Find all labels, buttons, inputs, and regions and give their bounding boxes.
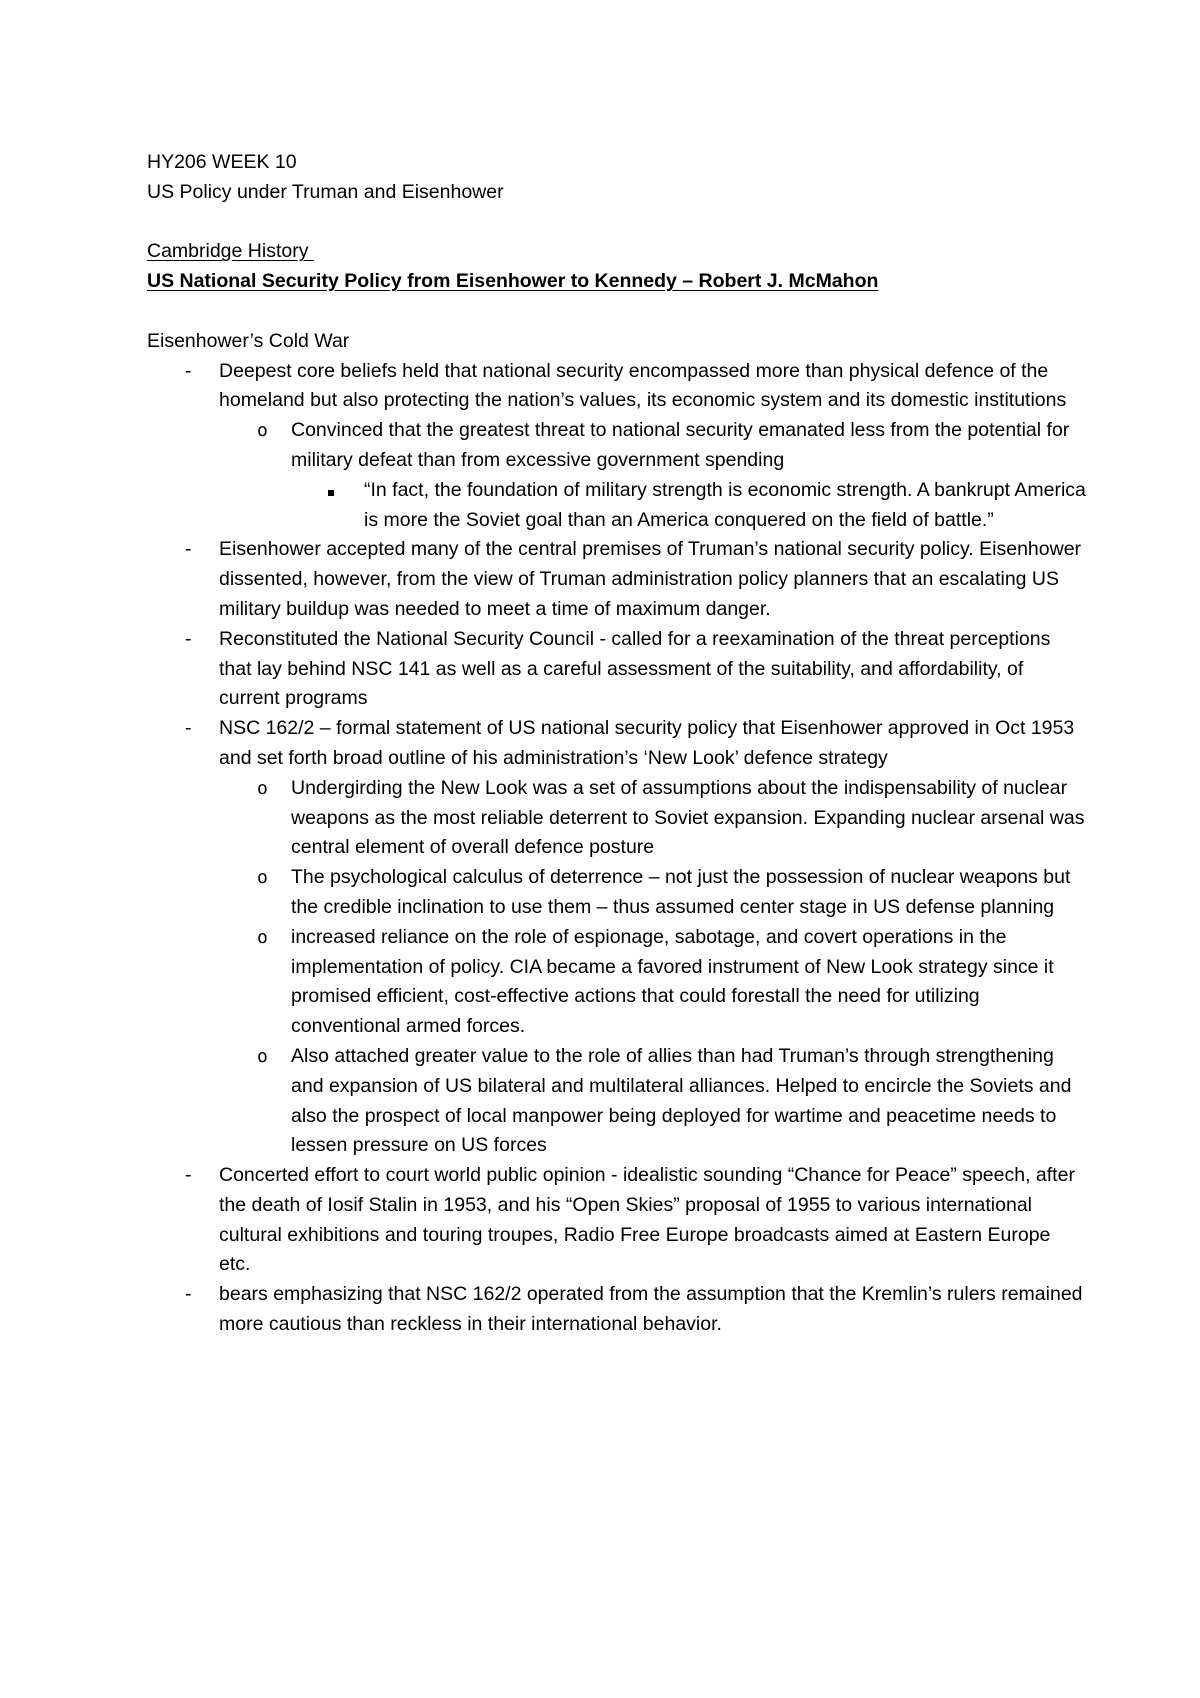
- course-code: HY206 WEEK 10: [147, 151, 297, 173]
- list-item-text: Convinced that the greatest threat to national security emanated less from the potential for military defeat than from excessive government spending: [291, 419, 1070, 471]
- list-item: [147, 774, 1087, 863]
- list-item-text: NSC 162/2 – formal statement of US national security policy that Eisenhower approved in Oct 1953 and set forth broad outline of his administration’s ‘New Look’ defence strategy: [219, 717, 1075, 769]
- document-page: [147, 148, 1087, 1340]
- list-item: [147, 416, 1087, 476]
- list-item: [147, 1042, 1087, 1161]
- section-heading: Eisenhower’s Cold War: [147, 329, 350, 352]
- spacer: [147, 297, 1087, 327]
- circle-marker: o: [257, 777, 268, 799]
- list-item-text: Reconstituted the National Security Council - called for a reexamination of the threat perceptions that lay behind NSC 141 as well as a careful assessment of the suitability, and affordability, of current programs: [219, 627, 1051, 710]
- list-item-text: Eisenhower accepted many of the central premises of Truman’s national security policy. Eisenhower dissented, however, from the view of Truman administration policy planners that an escalating US military buildup was needed to meet a time of maximum danger.: [219, 538, 1082, 620]
- circle-marker: o: [257, 867, 268, 889]
- dash-marker: -: [185, 1283, 192, 1306]
- dash-marker: -: [185, 359, 192, 382]
- list-item-text: bears emphasizing that NSC 162/2 operated from the assumption that the Kremlin’s rulers remained more cautious than reckless in their international behavior.: [219, 1283, 1083, 1336]
- spacer: [147, 208, 1087, 238]
- list-item-text: increased reliance on the role of espionage, sabotage, and covert operations in the implementation of policy. CIA became a favored instrument of New Look strategy since it promised efficient, cost-effective actions that could forestall the need for utilizing conventional armed forces.: [291, 925, 1054, 1038]
- source-chapter: US National Security Policy from Eisenhower to Kennedy – Robert J. McMahon: [147, 270, 879, 293]
- list-item: [147, 863, 1087, 923]
- list-item: [147, 1161, 1087, 1280]
- square-bullet-icon: [328, 476, 334, 506]
- circle-marker: o: [257, 926, 268, 948]
- list-item-text: The psychological calculus of deterrence – not just the possession of nuclear weapons but the credible inclination to use them – thus assumed center stage in US defense planning: [291, 866, 1071, 918]
- list-item: [147, 923, 1087, 1042]
- list-item-text: Deepest core beliefs held that national security encompassed more than physical defence of the homeland but also protecting the nation’s values, its economic system and its domestic institutions: [219, 359, 1067, 412]
- list-item: [147, 476, 1087, 536]
- list-item: [147, 1280, 1087, 1340]
- dash-marker: -: [185, 627, 192, 650]
- list-item-text: Also attached greater value to the role of allies than had Truman’s through strengthening and expansion of US bilateral and multilateral alliances. Helped to encircle the Soviets and also the prospect of local manpower being deployed for wartime and peacetime needs to lessen pressure on US forces: [291, 1044, 1072, 1157]
- list-item: [147, 625, 1087, 714]
- dash-marker: -: [185, 538, 192, 561]
- list-item: [147, 714, 1087, 774]
- circle-marker: o: [257, 1045, 268, 1067]
- list-item-text: “In fact, the foundation of military strength is economic strength. A bankrupt America is more the Soviet goal than an America conquered on the field of battle.”: [364, 478, 1086, 531]
- list-item: [147, 535, 1087, 624]
- dash-marker: -: [185, 1164, 192, 1187]
- circle-marker: o: [257, 420, 268, 442]
- list-item-text: Undergirding the New Look was a set of assumptions about the indispensability of nuclear weapons as the most reliable deterrent to Soviet expansion. Expanding nuclear arsenal was central element of overall defence posture: [291, 776, 1085, 859]
- list-item: [147, 357, 1087, 417]
- dash-marker: -: [185, 717, 192, 740]
- source-book: Cambridge History: [147, 240, 314, 263]
- document-title: US Policy under Truman and Eisenhower: [147, 180, 504, 203]
- list-item-text: Concerted effort to court world public opinion - idealistic sounding “Chance for Peace” speech, after the death of Iosif Stalin in 1953, and his “Open Skies” proposal of 1955 to various international cultural exhibitions and touring troupes, Radio Free Europe broadcasts aimed at Eastern Europe etc.: [219, 1164, 1075, 1276]
